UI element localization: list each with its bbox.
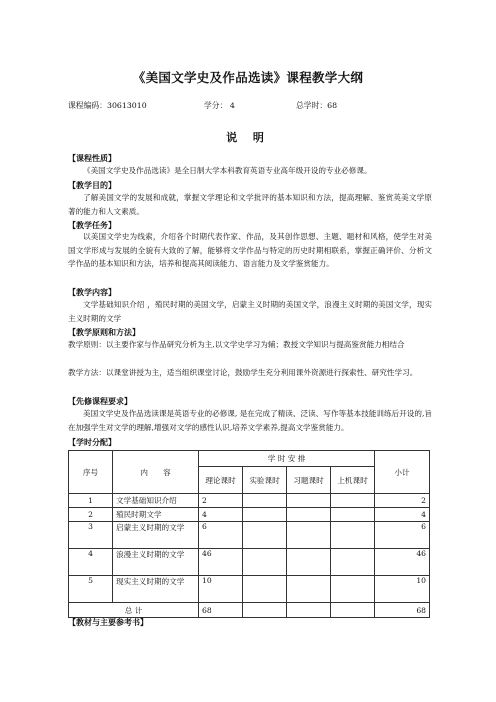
row-theory: 46 (199, 549, 243, 576)
row-lab (243, 522, 287, 549)
table-row (69, 576, 430, 603)
row-computer (331, 576, 375, 603)
methods-text: 教学方法：以课堂讲授为主，适当组织课堂讨论，鼓励学生充分利用课外资源进行探索性、研究性学习。 (68, 368, 418, 377)
document-title: 《美国文学史及作品选读》课程教学大纲 (132, 70, 364, 85)
col-lab-header: 实验课时 (243, 467, 287, 494)
col-content-header: 内 容 (113, 451, 199, 494)
col-theory-header: 理论课时 (199, 467, 243, 494)
row-lab (243, 576, 287, 603)
row-lab (243, 494, 287, 508)
content-heading: 【教学内容】 (68, 287, 116, 297)
row-total: 46 (375, 549, 430, 576)
row-number: 3 (69, 522, 113, 549)
course-hours: 总学时：68 (296, 101, 338, 110)
row-lab (243, 508, 287, 522)
col-schedule-header: 学 时 安 排 (199, 451, 375, 467)
row-total: 10 (375, 576, 430, 603)
row-content: 浪漫主义时期的文学 (113, 549, 199, 576)
row-theory: 4 (199, 508, 243, 522)
row-lab (243, 549, 287, 576)
row-total: 4 (375, 508, 430, 522)
row-total: 2 (375, 494, 430, 508)
row-computer (331, 549, 375, 576)
table-total-row (69, 603, 430, 618)
col-total-header: 小计 (375, 451, 430, 494)
row-computer (331, 508, 375, 522)
row-number: 4 (69, 549, 113, 576)
table-row (69, 522, 430, 549)
goal-text: 了解美国文学的发展和成就，掌握文学理论和文学批评的基本知识和方法，提高理解、鉴赏英美文学原著的能力和人文素质。 (68, 193, 432, 216)
prereq-text: 美国文学史及作品选读课是英语专业的必修课, 是在完成了精读、泛读、写作等基本技能训练后开设的,旨在加强学生对文学的理解,增强对文学的感性认识,培养文学素养,提高文学鉴赏能力。 (68, 409, 432, 432)
row-theory: 6 (199, 522, 243, 549)
row-exercise (287, 508, 331, 522)
tasks-text: 以美国文学史为线索，介绍各个时期代表作家、作品，及其创作思想、主题、题材和风格，使学生对美国文学形成与发展的全貌有大致的了解，能够将文学作品与特定的历史时期相联系，掌握正确评价、分析文学作品的基本知识和方法，培养和提高其阅读能力、语言能力及文学鉴赏能力。 (68, 232, 432, 269)
row-exercise (287, 549, 331, 576)
sum-total: 68 (375, 603, 430, 618)
sum-computer (331, 603, 375, 618)
tasks-heading: 【教学任务】 (68, 220, 116, 230)
row-theory: 2 (199, 494, 243, 508)
row-computer (331, 522, 375, 549)
row-computer (331, 494, 375, 508)
principles-heading: 【教学原则和方法】 (68, 327, 140, 337)
table-row (69, 508, 430, 522)
nature-text: 《美国文学史及作品选读》是全日制大学本科教育英语专业高年级开设的专业必修课。 (83, 166, 372, 175)
table-row (69, 494, 430, 508)
row-content: 启蒙主义时期的文学 (113, 522, 199, 549)
row-exercise (287, 494, 331, 508)
sum-label: 总 计 (69, 603, 199, 618)
sum-exercise (287, 603, 331, 618)
row-exercise (287, 576, 331, 603)
sum-lab (243, 603, 287, 618)
sum-theory: 68 (199, 603, 243, 618)
textbooks-heading: 【教材与主要参考书】 (68, 617, 148, 627)
col-number-header: 序号 (69, 451, 113, 494)
section-heading: 说 明 (226, 131, 270, 144)
goal-heading: 【教学目的】 (68, 180, 116, 190)
course-code: 课程编码：30613010 (68, 101, 147, 110)
row-total: 6 (375, 522, 430, 549)
row-exercise (287, 522, 331, 549)
row-content: 文学基础知识介绍 (113, 494, 199, 508)
prereq-heading: 【先修课程要求】 (68, 396, 132, 406)
hours-table (68, 450, 430, 618)
col-exercise-header: 习题课时 (287, 467, 331, 494)
row-number: 2 (69, 508, 113, 522)
row-number: 1 (69, 494, 113, 508)
row-content: 殖民时期文学 (113, 508, 199, 522)
row-theory: 10 (199, 576, 243, 603)
row-number: 5 (69, 576, 113, 603)
principles-text: 教学原则：以主要作家与作品研究分析为主,以文学史学习为辅；教授文学知识与提高鉴赏能力相结合 (68, 340, 405, 349)
col-computer-header: 上机课时 (331, 467, 375, 494)
hours-distribution-heading: 【学时分配】 (68, 437, 116, 447)
row-content: 现实主义时期的文学 (113, 576, 199, 603)
nature-heading: 【课程性质】 (68, 153, 116, 163)
content-text: 文学基础知识介绍 ，殖民时期的美国文学，启蒙主义时期的美国文学，浪漫主义时期的美国文学，现实主义时期的文学 (68, 300, 432, 323)
course-credits: 学分： 4 (204, 101, 235, 110)
table-row (69, 549, 430, 576)
